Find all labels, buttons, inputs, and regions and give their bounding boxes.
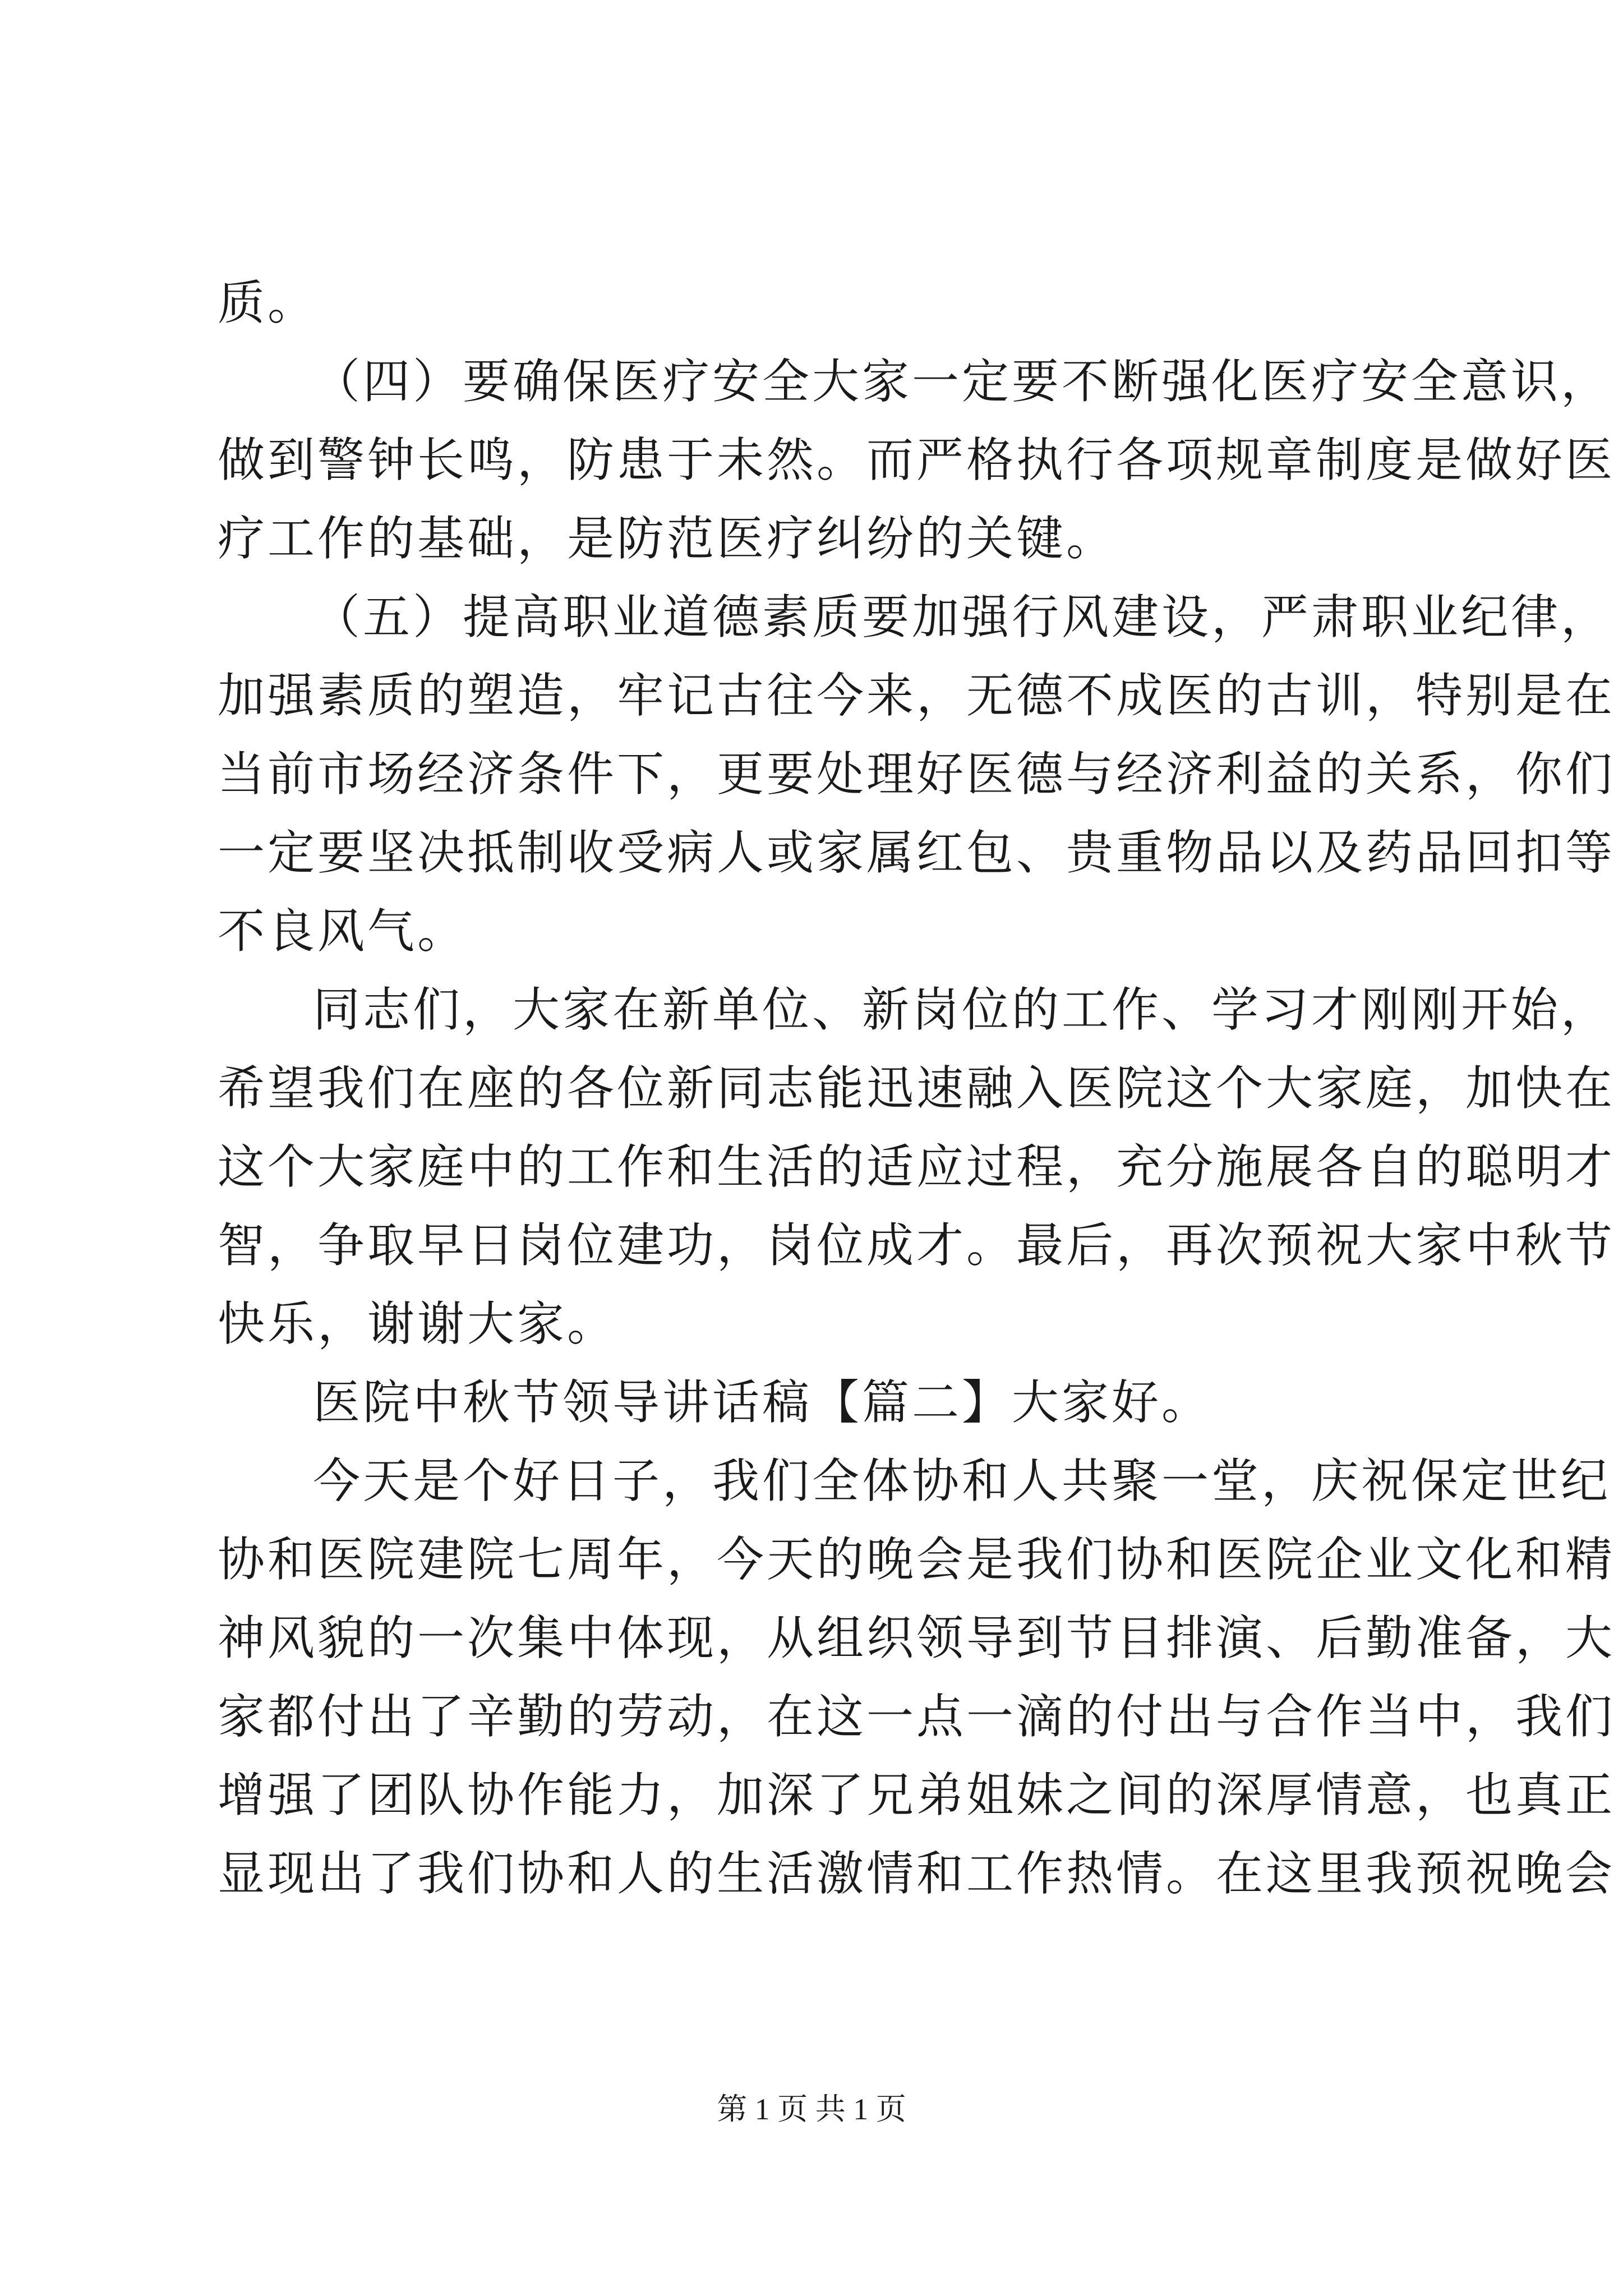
page-number-footer: 第 1 页 共 1 页 [717, 2092, 906, 2126]
text-line: 家都付出了辛勤的劳动，在这一点一滴的付出与合作当中，我们 [218, 1689, 1616, 1744]
text-line: 协和医院建院七周年，今天的晚会是我们协和医院企业文化和精 [218, 1532, 1616, 1587]
text-line: 今天是个好日子，我们全体协和人共聚一堂，庆祝保定世纪 [313, 1453, 1611, 1508]
text-line: 显现出了我们协和人的生活激情和工作热情。在这里我预祝晚会 [218, 1846, 1616, 1901]
text-line: 加强素质的塑造，牢记古往今来，无德不成医的古训，特别是在 [218, 668, 1616, 723]
text-line: 疗工作的基础，是防范医疗纠纷的关键。 [218, 511, 1117, 566]
text-line: 增强了团队协作能力，加深了兄弟姐妹之间的深厚情意，也真正 [218, 1768, 1616, 1823]
text-line: 同志们，大家在新单位、新岗位的工作、学习才刚刚开始， [313, 982, 1611, 1037]
text-line: 当前市场经济条件下，更要处理好医德与经济利益的关系，你们 [218, 747, 1616, 802]
text-line: （四）要确保医疗安全大家一定要不断强化医疗安全意识， [313, 354, 1611, 409]
text-line: 神风貌的一次集中体现，从组织领导到节目排演、后勤准备，大 [218, 1611, 1616, 1665]
text-line: 快乐，谢谢大家。 [218, 1296, 617, 1351]
text-line: 医院中秋节领导讲话稿【篇二】大家好。 [313, 1375, 1212, 1430]
text-line: （五）提高职业道德素质要加强行风建设，严肃职业纪律， [313, 590, 1611, 645]
text-line: 质。 [218, 275, 318, 330]
text-line: 希望我们在座的各位新同志能迅速融入医院这个大家庭，加快在 [218, 1061, 1616, 1116]
text-line: 不良风气。 [218, 904, 468, 959]
text-line: 智，争取早日岗位建功，岗位成才。最后，再次预祝大家中秋节 [218, 1218, 1616, 1273]
text-line: 这个大家庭中的工作和生活的适应过程，充分施展各自的聪明才 [218, 1139, 1616, 1194]
text-line: 做到警钟长鸣，防患于未然。而严格执行各项规章制度是做好医 [218, 432, 1616, 487]
text-line: 一定要坚决抵制收受病人或家属红包、贵重物品以及药品回扣等 [218, 825, 1616, 880]
